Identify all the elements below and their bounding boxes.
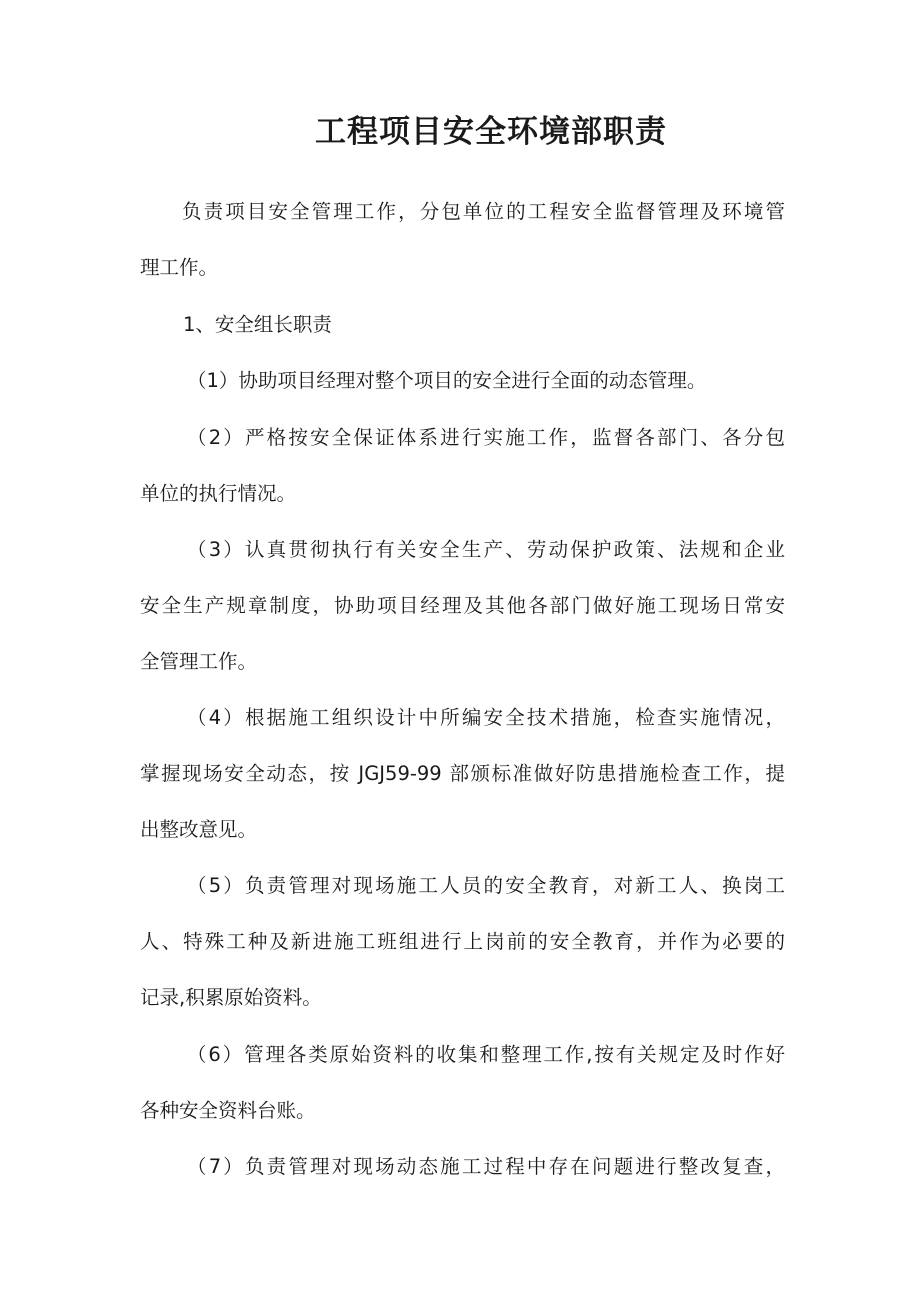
list-item-line: （2）严格按安全保证体系进行实施工作，监督各部门、各分包: [187, 426, 785, 449]
list-item-line: （3）认真贯彻执行有关安全生产、劳动保护政策、法规和企业: [187, 538, 785, 561]
list-item-line: 单位的执行情况。: [140, 482, 297, 505]
paragraph-line: 理工作。: [140, 256, 219, 279]
list-item-line: （4）根据施工组织设计中所编安全技术措施，检查实施情况，: [187, 706, 785, 729]
list-item-line: 记录,积累原始资料。: [140, 986, 322, 1009]
list-item-line: （1）协助项目经理对整个项目的安全进行全面的动态管理。: [187, 369, 707, 392]
list-item-line: 出整改意见。: [140, 818, 258, 841]
list-item-line: （5）负责管理对现场施工人员的安全教育，对新工人、换岗工: [187, 874, 785, 897]
document-title: 工程项目安全环境部职责: [315, 114, 667, 150]
list-item-line: 各种安全资料台账。: [140, 1099, 316, 1122]
list-item-line: 人、特殊工种及新进施工班组进行上岗前的安全教育，并作为必要的: [140, 930, 785, 953]
paragraph-line: 负责项目安全管理工作，分包单位的工程安全监督管理及环境管: [182, 200, 785, 223]
list-item-line: （7）负责管理对现场动态施工过程中存在问题进行整改复查，: [187, 1155, 785, 1178]
list-item-line: （6）管理各类原始资料的收集和整理工作,按有关规定及时作好: [187, 1043, 785, 1066]
list-item-line: 全管理工作。: [140, 650, 258, 673]
list-item-line: 掌握现场安全动态，按 JGJ59-99 部颁标准做好防患措施检查工作，提: [140, 762, 785, 785]
section-heading: 1、安全组长职责: [183, 313, 332, 336]
list-item-line: 安全生产规章制度，协助项目经理及其他各部门做好施工现场日常安: [140, 594, 785, 617]
